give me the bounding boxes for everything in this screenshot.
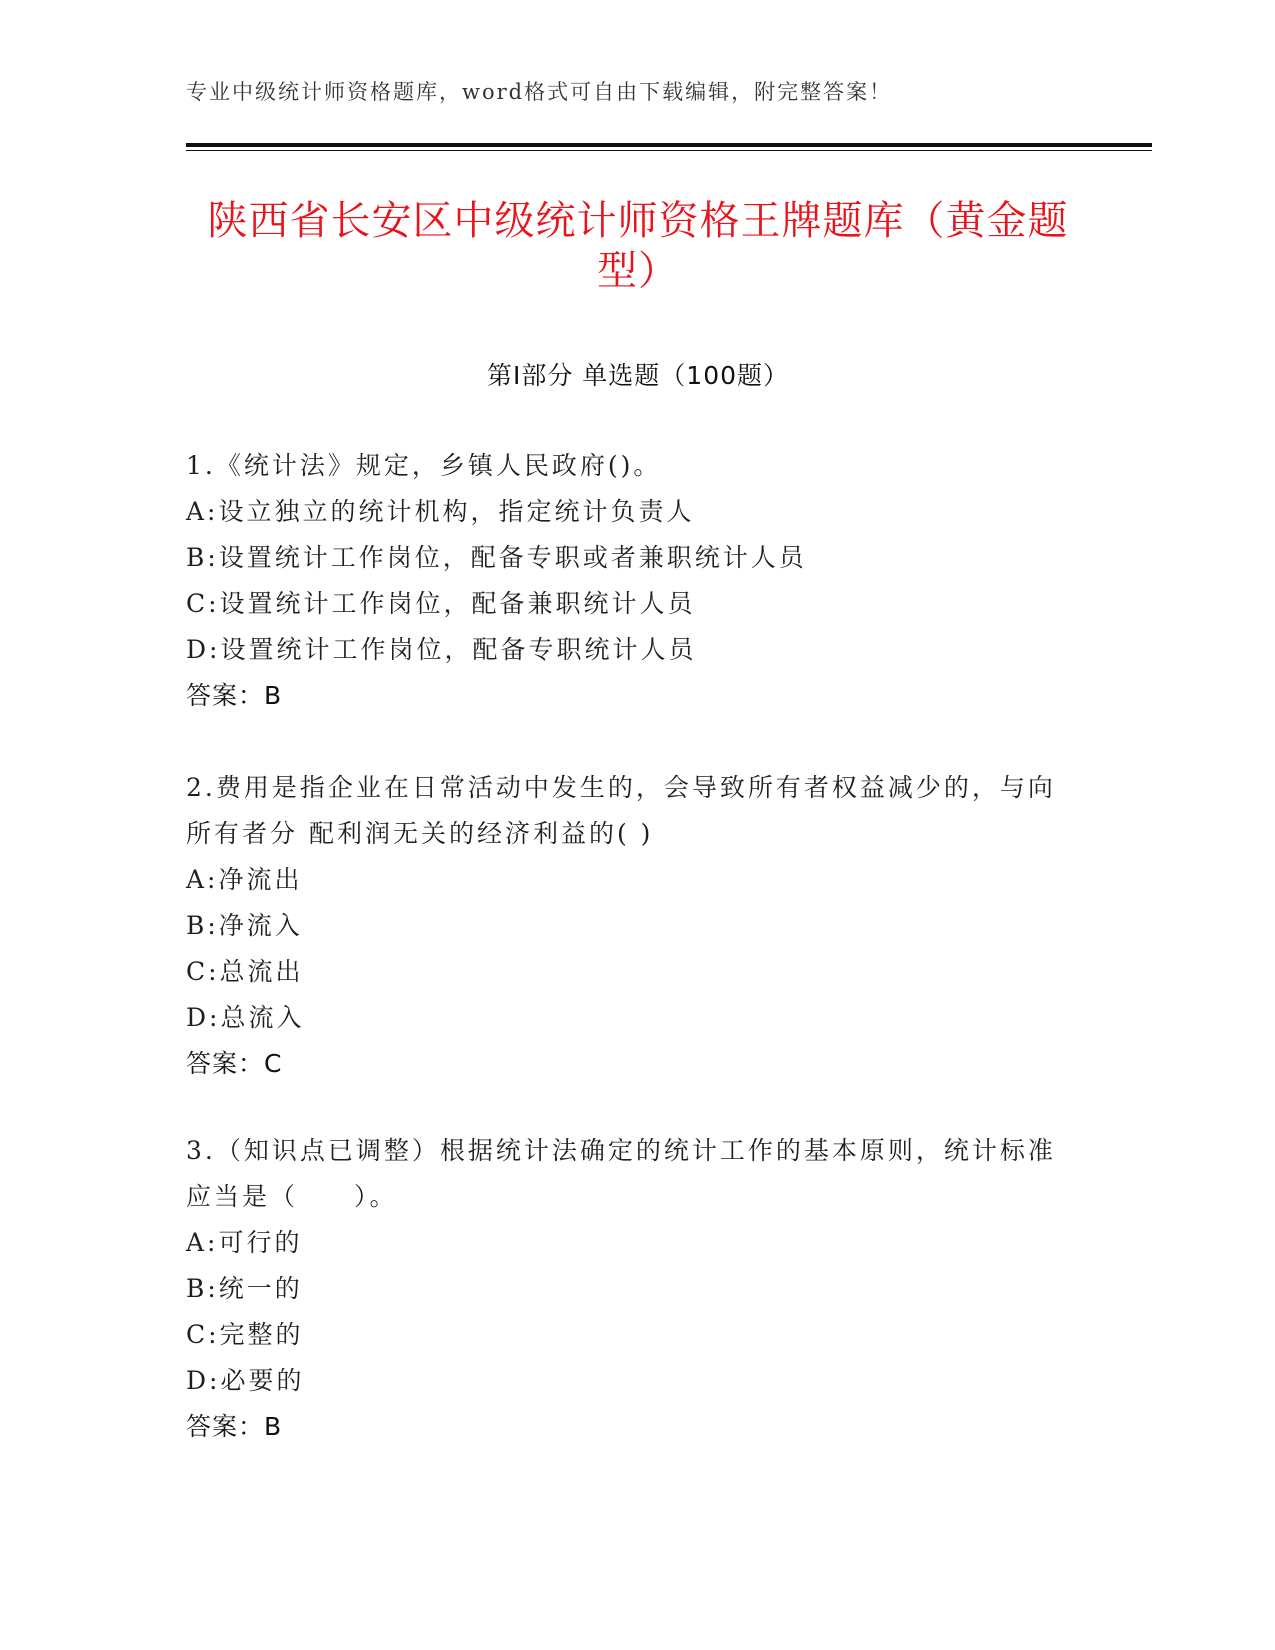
answer-line: 答案：C — [186, 1049, 283, 1078]
option-b: B:净流入 — [186, 911, 303, 940]
header-note: 专业中级统计师资格题库，word格式可自由下载编辑，附完整答案！ — [186, 80, 893, 104]
header-rule-thin — [186, 150, 1152, 151]
header-rule-thick — [186, 143, 1152, 147]
answer-line: 答案：B — [186, 1412, 283, 1441]
option-a: A:可行的 — [186, 1228, 303, 1257]
question-1 — [186, 443, 1066, 719]
option-b: B:统一的 — [186, 1274, 303, 1303]
answer-line: 答案：B — [186, 681, 283, 710]
question-2 — [186, 765, 1066, 1087]
option-a: A:设立独立的统计机构，指定统计负责人 — [186, 497, 695, 526]
option-d: D:总流入 — [186, 1003, 305, 1032]
option-c: C:设置统计工作岗位，配备兼职统计人员 — [186, 589, 696, 618]
section-title: 第Ⅰ部分 单选题（100题） — [486, 361, 790, 390]
option-a: A:净流出 — [186, 865, 303, 894]
option-b: B:设置统计工作岗位，配备专职或者兼职统计人员 — [186, 543, 807, 572]
option-d: D:设置统计工作岗位，配备专职统计人员 — [186, 635, 697, 664]
question-stem: 1.《统计法》规定，乡镇人民政府()。 — [186, 451, 662, 480]
option-c: C:总流出 — [186, 957, 304, 986]
question-stem: 3.（知识点已调整）根据统计法确定的统计工作的基本原则，统计标准应当是（ ）。 — [186, 1136, 1056, 1211]
question-stem: 2.费用是指企业在日常活动中发生的，会导致所有者权益减少的，与向所有者分 配利润无关的经济利益的( ) — [186, 773, 1056, 848]
option-d: D:必要的 — [186, 1366, 305, 1395]
document-title: 陕西省长安区中级统计师资格王牌题库（黄金题型） — [207, 198, 1069, 294]
option-c: C:完整的 — [186, 1320, 304, 1349]
question-3 — [186, 1128, 1066, 1450]
